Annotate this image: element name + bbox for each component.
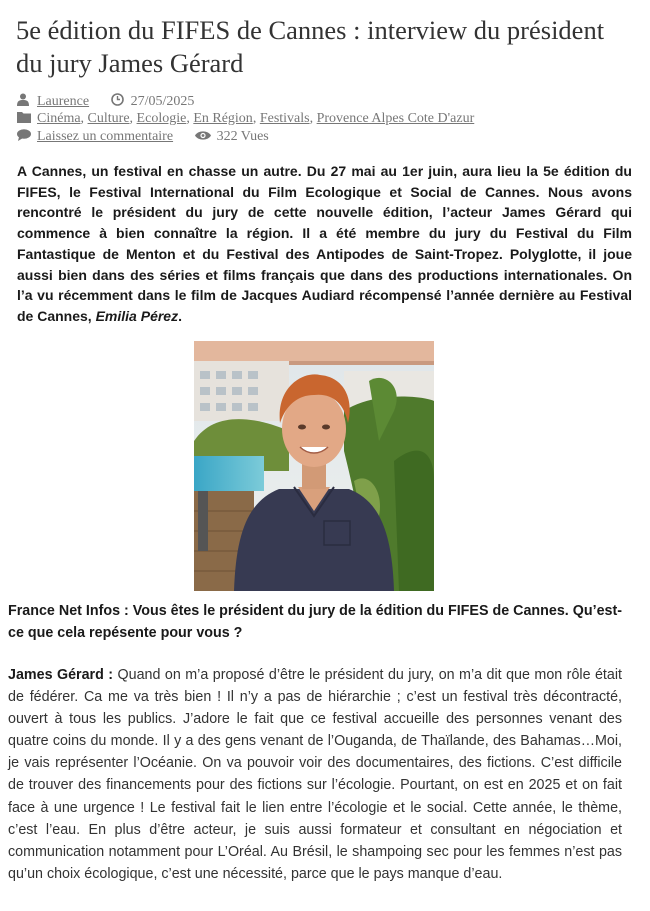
interview-answer <box>8 664 622 885</box>
user-icon <box>17 93 31 111</box>
meta-row-comments-views <box>17 129 637 146</box>
category-link[interactable]: En Région <box>193 111 253 126</box>
eye-icon <box>195 130 211 146</box>
meta-row-categories <box>17 111 637 128</box>
intro-end: . <box>178 307 182 324</box>
film-title: Emilia Pérez <box>95 307 179 324</box>
category-link[interactable]: Provence Alpes Cote D'azur <box>316 111 475 126</box>
category-link[interactable]: Culture <box>87 111 130 126</box>
publish-date: 27/05/2025 <box>130 94 195 109</box>
article-intro <box>17 161 632 327</box>
category-list: Cinéma, Culture, Ecologie, En Région, Festivals, Provence Alpes Cote D'azur <box>37 111 475 126</box>
author-link[interactable]: Laurence <box>37 94 90 109</box>
article-title: 5e édition du FIFES de Cannes : interview du président du jury James Gérard <box>16 15 605 78</box>
category-link[interactable]: Festivals <box>259 111 310 126</box>
category-link[interactable]: Cinéma <box>37 111 81 126</box>
view-count: 322 Vues <box>216 129 269 144</box>
leave-comment-link[interactable]: Laissez un commentaire <box>37 129 174 144</box>
intro-text: A Cannes, un festival en chasse un autre. Du 27 mai au 1er juin, aura lieu la 5e édition du FIFES, le Festival International du Film Ecologique et Social de Cannes. Nous avons rencontré le président du jury de cette nouvelle édition, l’acteur James Gérard qui commence à bien connaître la région. Il a été membre du jury du Festival du Film Fantastique de Menton et du Festival des Antipodes de Saint-Tropez. Polyglotte, il joue aussi bien dans des séries et films français que dans des productions internationales. On l’a vu récemment dans le film de Jacques Audiard récompensé l’année dernière au Festival de Cannes, <box>17 163 632 324</box>
comment-icon <box>17 129 31 146</box>
answer-speaker: James Gérard : <box>8 667 114 683</box>
clock-icon <box>111 93 125 111</box>
meta-row-author-date <box>17 93 637 111</box>
folder-icon <box>17 111 31 128</box>
category-link[interactable]: Ecologie <box>136 111 187 126</box>
answer-text: Quand on m’a proposé d’être le président du jury, on m’a dit que mon rôle était de fédérer. Ca me va très bien ! Il n’y a pas de hiérarchie ; c’est un festival très décontracté, ouvert à tous les publics. J’adore le fait que ce festival accueille des personnes venant des quatre coins du monde. Il y a des gens venant de l’Ouganda, de Thaïlande, des Bahamas…Moi, je vais représenter l’Océanie. On va pouvoir voir des documentaires, des fictions. C’est difficile de trouver des financements pour des fictions sur l’écologie. Pourtant, on est en 2025 et on fait face à une urgence ! Le festival fait le lien entre l’écologie et le social. Cette année, le thème, c’est l’eau. En plus d’être acteur, je suis aussi formateur et consultant en négociation et communication notamment pour L’Oréal. Au Brésil, le shampoing sec pour les femmes n’est pas qu’un choix écologique, c’est une nécessité, parce que le pays manque d’eau. <box>8 667 622 882</box>
interview-photo <box>194 341 434 591</box>
interview-question: France Net Infos : Vous êtes le président du jury de la édition du FIFES de Cannes. Qu’est-ce que cela repésente pour vous ? <box>8 603 622 641</box>
